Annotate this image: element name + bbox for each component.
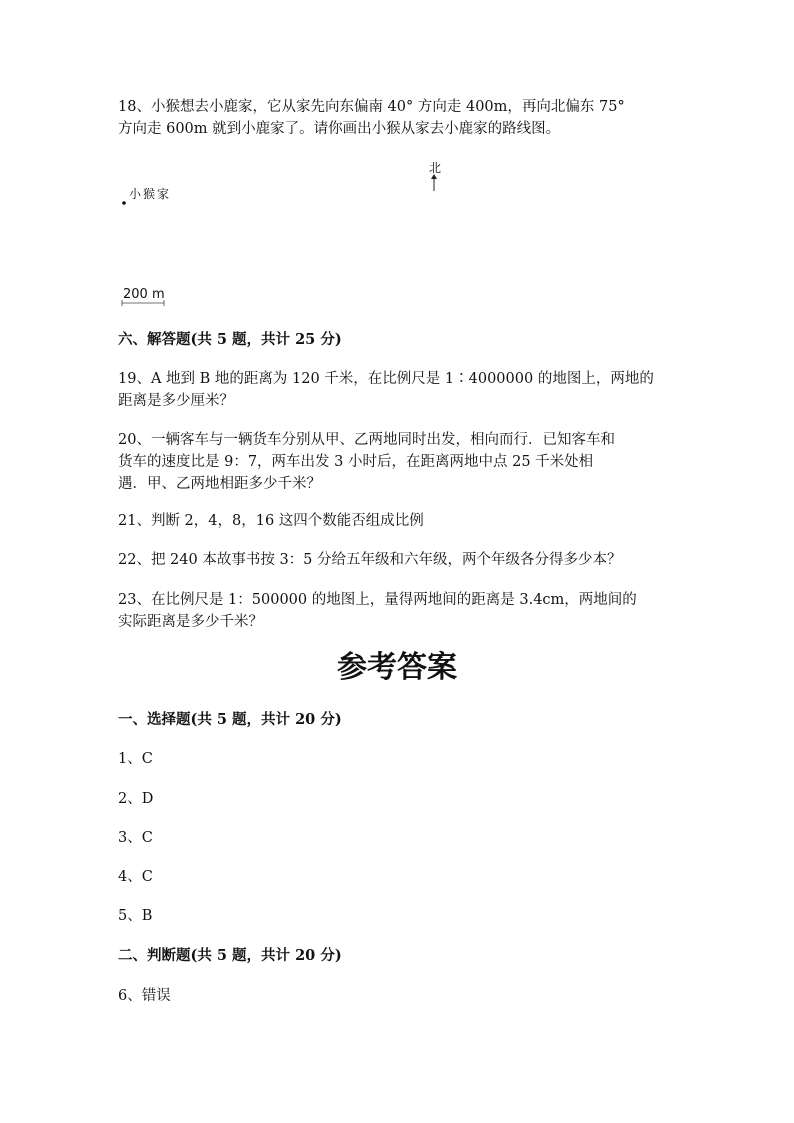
question-20-line-3: 遇．甲、乙两地相距多少千米？	[118, 476, 321, 492]
answer-key-title: 参考答案	[337, 650, 457, 685]
answer-section-2-heading: 二、判断题(共 5 题，共计 20 分)	[118, 947, 342, 964]
question-19-line-1: 19、A 地到 B 地的距离为 120 千米，在比例尺是 1∶4000000 的地图上，两地的	[118, 371, 654, 387]
monkey-home-dot	[122, 201, 126, 205]
route-diagram-svg	[118, 158, 478, 308]
question-21: 21、判断 2，4，8，16 这四个数能否组成比例	[118, 513, 424, 529]
question-22: 22、把 240 本故事书按 3：5 分给五年级和六年级，两个年级各分得多少本？	[118, 552, 622, 568]
answer-5: 5、B	[118, 908, 153, 924]
question-18-line-2: 方向走 600m 就到小鹿家了。请你画出小猴从家去小鹿家的路线图。	[118, 121, 561, 137]
section-6-heading: 六、解答题(共 5 题，共计 25 分)	[118, 331, 342, 348]
answer-6: 6、错误	[118, 988, 171, 1004]
question-19-line-2: 距离是多少厘米？	[118, 393, 234, 409]
answer-1: 1、C	[118, 751, 153, 767]
question-20-line-1: 20、一辆客车与一辆货车分别从甲、乙两地同时出发，相向而行．已知客车和	[118, 432, 615, 448]
question-18-line-1: 18、小猴想去小鹿家，它从家先向东偏南 40° 方向走 400m，再向北偏东 75°	[118, 99, 625, 115]
answer-3: 3、C	[118, 830, 153, 846]
question-20-line-2: 货车的速度比是 9：7，两车出发 3 小时后，在距离两地中点 25 千米处相	[118, 454, 594, 470]
question-23-line-1: 23、在比例尺是 1：500000 的地图上，量得两地间的距离是 3.4cm，两地间的	[118, 592, 637, 608]
answer-section-1-heading: 一、选择题(共 5 题，共计 20 分)	[118, 711, 342, 728]
answer-2: 2、D	[118, 791, 154, 807]
route-diagram	[118, 158, 478, 308]
question-23-line-2: 实际距离是多少千米？	[118, 614, 263, 630]
answer-4: 4、C	[118, 869, 153, 885]
north-label: 北	[429, 161, 442, 175]
monkey-home-label: 小猴家	[129, 187, 172, 201]
scale-label: 200 m	[123, 287, 165, 302]
